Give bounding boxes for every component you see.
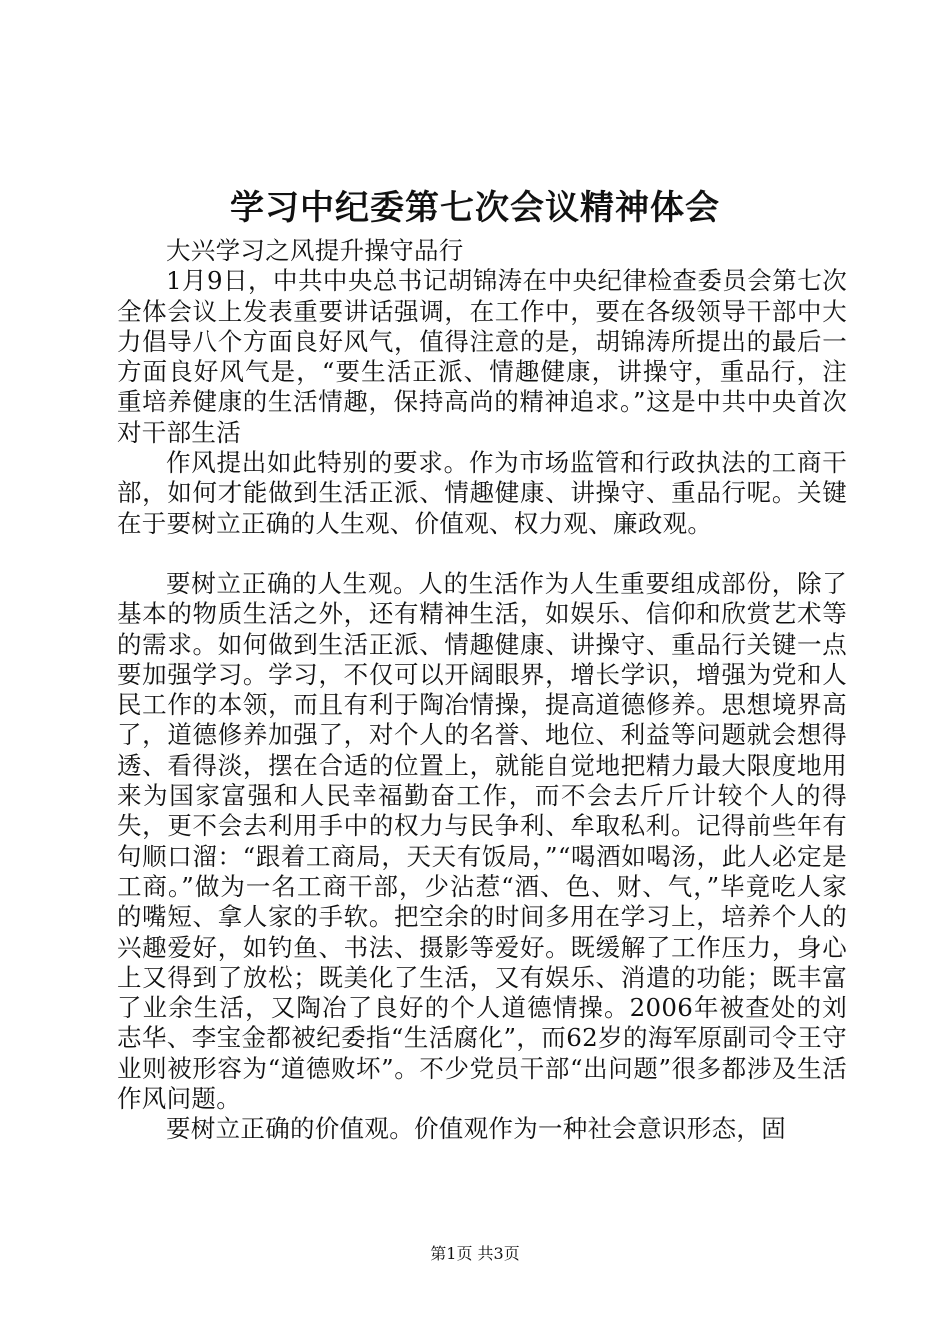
document-body (117, 236, 847, 1145)
document-title: 学习中纪委第七次会议精神体会 (230, 188, 720, 228)
body-paragraph: 要树立正确的人生观。人的生活作为人生重要组成部份，除了基本的物质生活之外，还有精神生活，如娱乐、信仰和欣赏艺术等的需求。如何做到生活正派、情趣健康、讲操守、重品行关键一点要加强学习。学习，不仅可以开阔眼界，增长学识，增强为党和人民工作的本领，而且有利于陶冶情操，提高道德修养。思想境界高了，道德修养加强了，对个人的名誉、地位、利益等问题就会想得透、看得淡，摆在合适的位置上，就能自觉地把精力最大限度地用来为国家富强和人民幸福勤奋工作，而不会去斤斤计较个人的得失，更不会去利用手中的权力与民争利、牟取私利。记得前些年有句顺口溜：“跟着工商局，天天有饭局，”“喝酒如喝汤，此人必定是工商。”做为一名工商干部，少沾惹“酒、色、财、气，”毕竟吃人家的嘴短、拿人家的手软。把空余的时间多用在学习上，培养个人的兴趣爱好，如钓鱼、书法、摄影等爱好。既缓解了工作压力，身心上又得到了放松；既美化了生活，又有娱乐、消遣的功能；既丰富了业余生活，又陶冶了良好的个人道德情操。2006年被查处的刘志华、李宝金都被纪委指“生活腐化”，而62岁的海军原副司令王守业则被形容为“道德败坏”。不少党员干部“出问题”很多都涉及生活作风问题。 (117, 568, 847, 1114)
body-paragraph: 要树立正确的价值观。价值观作为一种社会意识形态，固 (166, 1114, 786, 1144)
body-paragraph: 作风提出如此特别的要求。作为市场监管和行政执法的工商干部，如何才能做到生活正派、情趣健康、讲操守、重品行呢。关键在于要树立正确的人生观、价值观、权力观、廉政观。 (117, 448, 847, 538)
subtitle-paragraph: 大兴学习之风提升操守品行 (166, 236, 464, 265)
body-paragraph: 1月9日，中共中央总书记胡锦涛在中央纪律检查委员会第七次全体会议上发表重要讲话强调，在工作中，要在各级领导干部中大力倡导八个方面良好风气，值得注意的是，胡锦涛所提出的最后一方面良好风气是，“要生活正派、情趣健康，讲操守，重品行，注重培养健康的生活情趣，保持高尚的精神追求。”这是中共中央首次对干部生活 (117, 266, 847, 447)
page-number-footer: 第1页 共3页 (430, 1244, 520, 1263)
